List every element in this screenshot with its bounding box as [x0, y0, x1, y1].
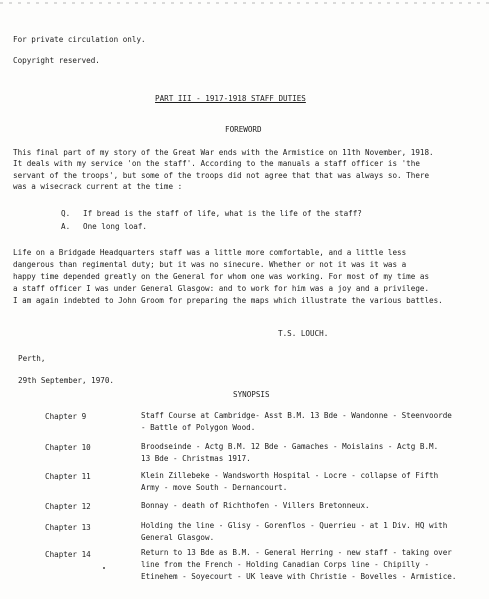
chapter-label: Chapter 14 [45, 550, 91, 559]
copyright-note: Copyright reserved. [13, 56, 100, 65]
qa-label: A. [61, 222, 71, 231]
signature: T.S. LOUCH. [278, 329, 329, 338]
paragraph-line: dangerous than regimental duty; but it was no sinecure. Whether or not it was it was a [13, 260, 407, 269]
date: 29th September, 1970. [18, 376, 115, 385]
chapter-text: Return to 13 Bde as B.M. - General Herring - new staff - taking over [141, 548, 452, 557]
paragraph-line: It deals with my service 'on the staff'. According to the manuals a staff officer is 'the [13, 159, 420, 168]
chapter-text: 13 Bde - Christmas 1917. [141, 454, 251, 463]
paragraph-line: was a wisecrack current at the time : [13, 182, 183, 191]
place: Perth, [18, 354, 46, 363]
chapter-text: Broodseinde - Actg B.M. 12 Bde - Gamaches - Moislains - Actg B.M. [141, 442, 439, 451]
part-title: PART III - 1917-1918 STAFF DUTIES [155, 94, 306, 103]
circulation-note: For private circulation only. [13, 35, 146, 44]
qa-text: One long loaf. [83, 222, 148, 231]
ink-speck [103, 567, 105, 569]
paragraph-line: I am again indebted to John Groom for preparing the maps which illustrate the various battles. [13, 296, 443, 305]
qa-label: Q. [61, 209, 71, 218]
chapter-text: - Battle of Polygon Wood. [141, 423, 256, 432]
paragraph-line: Life on a Bridgade Headquarters staff was a little more comfortable, and a little less [13, 248, 407, 257]
chapter-text: Klein Zillebeke - Wandsworth Hospital - Locre - collapse of Fifth [141, 471, 439, 480]
synopsis-heading: SYNOPSIS [233, 390, 270, 399]
paragraph-line: a staff officer I was under General Glasgow: and to work for him was a joy and a privilege. [13, 284, 430, 293]
chapter-text: Staff Course at Cambridge- Asst B.M. 13 Bde - Wandonne - Steenvoorde [141, 411, 452, 420]
chapter-label: Chapter 9 [45, 412, 87, 421]
foreword-heading: FOREWORD [225, 125, 262, 134]
chapter-text: Army - move South - Dernancourt. [141, 483, 288, 492]
paragraph-line: servant of the troops', but some of the troops did not agree that that was always so. There [13, 171, 430, 180]
chapter-text: Holding the line - Glisy - Gorenflos - Querrieu - at 1 Div. HQ with [141, 521, 448, 530]
chapter-text: Etinehem - Soyecourt - UK leave with Christie - Bovelles - Armistice. [141, 572, 457, 581]
chapter-label: Chapter 10 [45, 443, 91, 452]
chapter-text: General Glasgow. [141, 533, 215, 542]
paragraph-line: This final part of my story of the Great War ends with the Armistice on 11th November, 1918. [13, 148, 434, 157]
chapter-text: Bonnay - death of Richthofen - Villers Bretonneux. [141, 501, 370, 510]
paragraph-line: happy time depended greatly on the General for whom one was working. For most of my time as [13, 272, 430, 281]
scan-artifact [0, 2, 489, 4]
chapter-text: line from the French - Holding Canadian Corps line - Chipilly - [141, 560, 430, 569]
chapter-label: Chapter 13 [45, 523, 91, 532]
chapter-label: Chapter 12 [45, 502, 91, 511]
chapter-label: Chapter 11 [45, 472, 91, 481]
qa-text: If bread is the staff of life, what is the life of the staff? [83, 209, 362, 218]
